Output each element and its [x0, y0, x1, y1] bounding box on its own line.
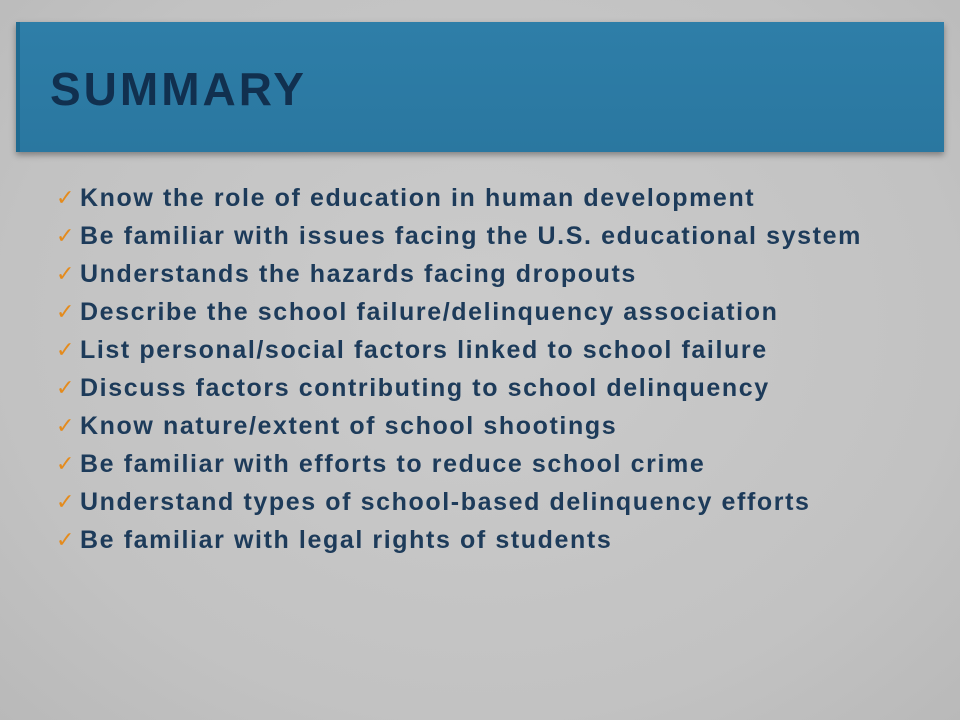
bullet-text: Discuss factors contributing to school delinquency: [80, 374, 770, 402]
bullet-item: [56, 183, 916, 213]
checkmark-icon: ✓: [56, 375, 77, 400]
bullet-item: [56, 411, 916, 441]
bullet-list: [56, 183, 916, 563]
bullet-text: Be familiar with legal rights of students: [80, 526, 613, 554]
bullet-item: [56, 221, 916, 251]
slide-title: SUMMARY: [50, 63, 307, 115]
bullet-item: [56, 487, 916, 517]
title-banner: [16, 22, 944, 152]
checkmark-icon: ✓: [56, 413, 77, 438]
bullet-item: [56, 297, 916, 327]
checkmark-icon: ✓: [56, 261, 77, 286]
checkmark-icon: ✓: [56, 185, 77, 210]
bullet-item: [56, 449, 916, 479]
checkmark-icon: ✓: [56, 527, 77, 552]
bullet-text: Know the role of education in human development: [80, 184, 756, 212]
bullet-item: [56, 525, 916, 555]
bullet-text: Understands the hazards facing dropouts: [80, 260, 637, 288]
bullet-item: [56, 259, 916, 289]
checkmark-icon: ✓: [56, 451, 77, 476]
checkmark-icon: ✓: [56, 489, 77, 514]
checkmark-icon: ✓: [56, 299, 77, 324]
bullet-item: [56, 335, 916, 365]
bullet-text: Be familiar with efforts to reduce school crime: [80, 450, 706, 478]
bullet-text: List personal/social factors linked to school failure: [80, 336, 768, 364]
checkmark-icon: ✓: [56, 337, 77, 362]
checkmark-icon: ✓: [56, 223, 77, 248]
bullet-text: Know nature/extent of school shootings: [80, 412, 618, 440]
bullet-text: Describe the school failure/delinquency association: [80, 298, 779, 326]
bullet-text: Be familiar with issues facing the U.S. educational system: [80, 222, 862, 250]
bullet-item: [56, 373, 916, 403]
bullet-text: Understand types of school-based delinquency efforts: [80, 488, 811, 516]
